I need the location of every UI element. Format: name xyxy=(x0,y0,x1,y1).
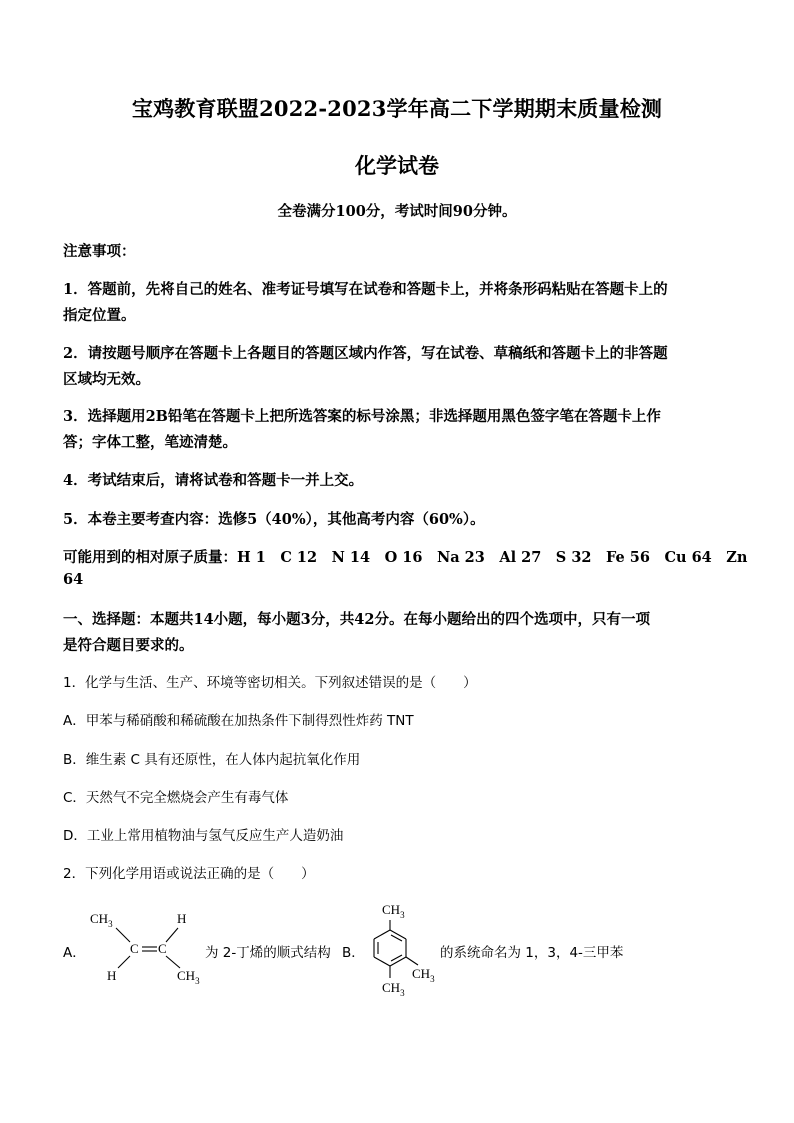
q2-stem: 2．下列化学用语或说法正确的是（ ） xyxy=(63,866,315,882)
note-4: 4．考试结束后，请将试卷和答题卡一并上交。 xyxy=(63,472,364,489)
exam-title: 宝鸡教育联盟2022-2023学年高二下学期期末质量检测 xyxy=(131,96,663,121)
mol-b-ch3-bottom: $CH_3$ xyxy=(382,980,405,998)
note-3-line2: 答；字体工整，笔迹清楚。 xyxy=(63,434,237,451)
mol-b-ring-6 xyxy=(374,930,390,939)
mol-a-c-left: C xyxy=(130,941,139,956)
note-1-line1: 1．答题前，先将自己的姓名、准考证号填写在试卷和答题卡上，并将条形码粘贴在答题卡上的 xyxy=(63,281,668,298)
mol-a-bond-3 xyxy=(118,956,130,968)
q2-option-b-label: B． xyxy=(342,945,365,961)
notes-heading: 注意事项： xyxy=(63,243,136,260)
q1-option-b: B．维生素 C 具有还原性，在人体内起抗氧化作用 xyxy=(63,752,361,768)
mol-b-ring-4 xyxy=(374,957,390,966)
section-1-line1: 一、选择题：本题共14小题，每小题3分，共42分。在每小题给出的四个选项中，只有一项 xyxy=(63,611,650,628)
mol-a-c-right: C xyxy=(158,941,167,956)
mol-a-bond-1 xyxy=(116,928,130,942)
atomic-masses-line2: 64 xyxy=(63,571,84,588)
q1-stem: 1．化学与生活、生产、环境等密切相关。下列叙述错误的是（ ） xyxy=(63,675,477,691)
mol-a-ch3-bottom: $CH_3$ xyxy=(177,968,200,985)
q2-option-a-text: 为 2-丁烯的顺式结构 xyxy=(205,945,331,961)
note-2-line2: 区域均无效。 xyxy=(63,371,150,388)
note-2-line1: 2．请按题号顺序在答题卡上各题目的答题区域内作答，写在试卷、草稿纸和答题卡上的非答题 xyxy=(63,345,668,362)
mol-b-bond-right xyxy=(406,957,418,965)
mol-a-ch3-top: $CH_3$ xyxy=(90,911,113,929)
q2-option-a-label: A． xyxy=(63,945,86,961)
mol-b-ch3-right: $CH_3$ xyxy=(412,966,435,984)
note-5: 5．本卷主要考查内容：选修5（40%），其他高考内容（60%）。 xyxy=(63,511,485,528)
mol-a-bond-2 xyxy=(166,928,178,942)
q1-option-c: C．天然气不完全燃烧会产生有毒气体 xyxy=(63,790,289,806)
q1-option-d: D．工业上常用植物油与氢气反应生产人造奶油 xyxy=(63,828,344,844)
mol-b-ring-3 xyxy=(390,957,406,966)
q1-option-a: A．甲苯与稀硝酸和稀硫酸在加热条件下制得烈性炸药 TNT xyxy=(63,713,414,729)
exam-info: 全卷满分100分，考试时间90分钟。 xyxy=(277,203,517,220)
trimethylbenzene-structure xyxy=(360,898,445,998)
mol-a-h-top: H xyxy=(177,911,187,926)
note-3-line1: 3．选择题用2B铅笔在答题卡上把所选答案的标号涂黑；非选择题用黑色签字笔在答题卡上作 xyxy=(63,408,661,425)
q2-option-b-text: 的系统命名为 1，3，4-三甲苯 xyxy=(440,945,624,961)
section-1-line2: 是符合题目要求的。 xyxy=(63,637,194,654)
mol-b-ch3-top: $CH_3$ xyxy=(382,902,405,920)
exam-subtitle: 化学试卷 xyxy=(355,153,439,178)
mol-b-ring-1 xyxy=(390,930,406,939)
mol-a-h-bottom: H xyxy=(107,968,117,983)
cis-2-butene-structure xyxy=(88,905,213,985)
note-1-line2: 指定位置。 xyxy=(63,307,136,324)
atomic-masses-line1: 可能用到的相对原子质量：H 1 C 12 N 14 O 16 Na 23 Al 27 S 32 Fe 56 Cu 64 Zn xyxy=(63,549,748,566)
mol-a-bond-4 xyxy=(166,956,180,968)
